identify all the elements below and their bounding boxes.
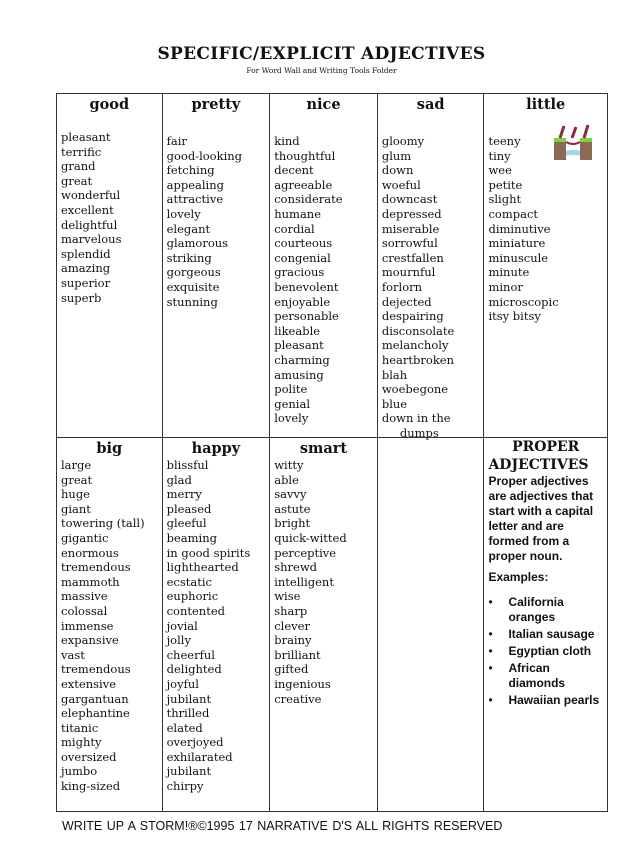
word-list: [61, 458, 162, 794]
word-item: pleased: [166, 501, 212, 516]
example-text: Egyptian cloth: [508, 644, 592, 658]
word-item: titanic: [61, 720, 99, 735]
word-item: mighty: [61, 735, 102, 750]
word-item: microscopic: [488, 294, 559, 309]
word-item: elated: [166, 720, 203, 735]
word-item: down in the: [381, 411, 451, 426]
column-header: little: [526, 96, 566, 113]
word-item: enormous: [61, 545, 119, 560]
word-item: good-looking: [166, 148, 243, 163]
word-item: intelligent: [274, 574, 334, 589]
word-item: woebegone: [381, 382, 449, 397]
word-item: splendid: [61, 246, 111, 261]
word-item: expansive: [61, 633, 119, 648]
word-item: cheerful: [166, 647, 215, 662]
example-text: Hawaiian pearls: [508, 693, 600, 707]
word-item: brainy: [274, 633, 312, 648]
word-item: thrilled: [166, 706, 210, 721]
example-item: [488, 627, 603, 642]
word-item: compact: [488, 206, 539, 221]
word-item: shrewd: [274, 560, 318, 575]
word-item: tiny: [488, 148, 511, 163]
footer: WRITE UP A STORM!®©1995 17 NARRATIVE D'S ALL RIGHTS RESERVED: [62, 819, 503, 833]
word-item: benevolent: [274, 279, 339, 294]
word-list: [167, 458, 270, 794]
page-title: SPECIFIC/EXPLICIT ADJECTIVES: [157, 44, 486, 64]
word-item: kind: [274, 134, 300, 148]
word-list: [274, 134, 377, 426]
word-item: courteous: [274, 236, 333, 251]
word-item: genial: [274, 396, 311, 411]
column-header: smart: [299, 440, 348, 457]
word-item: able: [274, 472, 299, 487]
word-item: tremendous: [61, 560, 131, 575]
word-item: agreeable: [274, 177, 333, 192]
bullet-icon: •: [488, 661, 493, 675]
word-item: extensive: [61, 676, 117, 691]
proper-adjectives-box: [484, 438, 607, 812]
word-item: sorrowful: [381, 236, 438, 251]
word-item: savvy: [274, 487, 307, 502]
bullet-icon: •: [488, 627, 493, 641]
bridge-illustration-icon: [550, 124, 596, 164]
word-item: towering (tall): [61, 516, 145, 531]
column-pretty: [163, 94, 271, 437]
word-item: clever: [274, 618, 310, 633]
word-item: gargantuan: [61, 691, 129, 706]
word-item: glum: [381, 148, 412, 163]
example-item: [488, 595, 603, 625]
word-item: exquisite: [166, 279, 220, 294]
word-item: lighthearted: [166, 560, 239, 575]
column-nice: [270, 94, 378, 437]
word-item: in good spirits: [166, 545, 251, 560]
word-item: blissful: [166, 458, 209, 472]
column-good: [57, 94, 163, 437]
page-subtitle: For Word Wall and Writing Tools Folder: [246, 66, 397, 75]
word-item: cordial: [274, 221, 315, 236]
word-item: downcast: [381, 192, 438, 207]
word-item: itsy bitsy: [488, 309, 541, 324]
word-item: decent: [274, 163, 314, 178]
column-header: happy: [191, 440, 241, 457]
column-smart: [270, 438, 378, 812]
word-item: gloomy: [381, 134, 425, 148]
word-list: [61, 130, 162, 305]
word-item: great: [61, 173, 93, 188]
word-item: fetching: [166, 163, 215, 178]
column-header: big: [96, 440, 123, 457]
bullet-icon: •: [488, 595, 493, 609]
word-item: likeable: [274, 323, 321, 338]
word-item: dejected: [381, 294, 432, 309]
word-item: delightful: [61, 217, 118, 232]
bullet-icon: •: [488, 644, 493, 658]
word-item: lovely: [166, 206, 201, 221]
word-item: minuscule: [488, 250, 549, 265]
word-item: overjoyed: [166, 735, 224, 750]
word-item: exhilarated: [166, 749, 233, 764]
word-item: mammoth: [61, 574, 120, 589]
word-item: perceptive: [274, 545, 337, 560]
word-item: woeful: [381, 177, 421, 192]
word-item: brilliant: [274, 647, 321, 662]
example-item: [488, 693, 603, 708]
column-header: good: [89, 96, 130, 113]
word-item: sharp: [274, 603, 308, 618]
word-item: miniature: [488, 236, 546, 251]
word-item: king-sized: [61, 779, 121, 794]
word-item: amazing: [61, 261, 111, 276]
word-item: gleeful: [166, 516, 207, 531]
word-item: creative: [274, 691, 322, 706]
word-item: jubilant: [166, 691, 212, 706]
word-item: jumbo: [61, 764, 98, 779]
examples-label: Examples:: [488, 570, 549, 584]
word-item: joyful: [166, 676, 199, 691]
example-item: [488, 661, 603, 691]
word-item: lovely: [274, 411, 309, 426]
word-item: attractive: [166, 192, 224, 207]
word-item: jovial: [166, 618, 198, 633]
word-item: pleasant: [274, 338, 324, 353]
word-item: witty: [274, 458, 304, 472]
proper-title: ADJECTIVES: [488, 457, 589, 473]
proper-title: PROPER: [512, 439, 580, 455]
word-item: bright: [274, 516, 311, 531]
word-item: personable: [274, 309, 339, 324]
word-item: astute: [274, 501, 311, 516]
word-list: [382, 134, 484, 440]
bullet-icon: •: [488, 693, 493, 707]
word-item: marvelous: [61, 232, 122, 247]
word-item: wise: [274, 589, 301, 604]
word-item: despairing: [381, 309, 444, 324]
word-item: diminutive: [488, 221, 551, 236]
column-happy: [163, 438, 271, 812]
word-item: terrific: [61, 144, 102, 159]
word-item: mournful: [381, 265, 436, 280]
word-item: gracious: [274, 265, 325, 280]
column-empty: [378, 438, 485, 812]
word-item: glamorous: [166, 236, 229, 251]
word-item: delighted: [166, 662, 222, 677]
word-item: fair: [166, 134, 187, 148]
word-item: melancholy: [381, 338, 449, 353]
word-list: [274, 458, 377, 706]
word-item: charming: [274, 352, 330, 367]
word-item: wonderful: [61, 188, 121, 203]
column-big: [57, 438, 163, 812]
word-item: dumps: [399, 425, 439, 440]
proper-description: Proper adjectives are adjectives that start with a capital letter and are formed from a proper noun.: [488, 474, 594, 563]
word-item: superior: [61, 275, 111, 290]
word-item: stunning: [166, 294, 218, 309]
word-item: humane: [274, 206, 322, 221]
word-item: congenial: [274, 250, 331, 265]
table-row: [57, 94, 607, 438]
table-row: [57, 438, 607, 812]
example-item: [488, 644, 603, 659]
word-item: striking: [166, 250, 212, 265]
column-little: [484, 94, 607, 437]
word-item: thoughtful: [274, 148, 336, 163]
word-item: pleasant: [61, 130, 111, 144]
word-item: gifted: [274, 662, 309, 677]
word-item: petite: [488, 177, 523, 192]
word-item: gigantic: [61, 530, 109, 545]
column-sad: [378, 94, 485, 440]
word-item: polite: [274, 382, 308, 397]
word-item: forlorn: [381, 279, 423, 294]
example-text: African diamonds: [508, 661, 566, 690]
word-item: massive: [61, 589, 108, 604]
column-header: nice: [306, 96, 341, 113]
word-item: minor: [488, 279, 523, 294]
word-item: heartbroken: [381, 352, 454, 367]
example-text: Italian sausage: [508, 627, 595, 641]
example-text: California oranges: [508, 595, 564, 624]
word-item: ecstatic: [166, 574, 212, 589]
word-item: slight: [488, 192, 522, 207]
word-item: tremendous: [61, 662, 131, 677]
word-item: considerate: [274, 192, 343, 207]
word-item: gorgeous: [166, 265, 221, 280]
word-item: superb: [61, 290, 102, 305]
word-item: teeny: [488, 134, 521, 148]
word-item: oversized: [61, 749, 117, 764]
word-item: elephantine: [61, 706, 130, 721]
word-item: beaming: [166, 530, 217, 545]
word-item: appealing: [166, 177, 224, 192]
word-item: vast: [61, 647, 85, 662]
word-item: great: [61, 472, 93, 487]
word-item: glad: [166, 472, 192, 487]
adjectives-table: [56, 93, 608, 812]
column-header: pretty: [191, 96, 241, 113]
word-item: euphoric: [166, 589, 219, 604]
word-list: [167, 134, 270, 309]
word-item: crestfallen: [381, 250, 444, 265]
word-item: merry: [166, 487, 202, 502]
word-item: amusing: [274, 367, 324, 382]
word-item: down: [381, 163, 414, 178]
word-item: disconsolate: [381, 323, 455, 338]
column-header: sad: [416, 96, 445, 113]
word-item: huge: [61, 487, 90, 502]
word-item: jubilant: [166, 764, 212, 779]
word-item: blue: [381, 396, 408, 411]
word-item: contented: [166, 603, 226, 618]
word-item: immense: [61, 618, 114, 633]
word-item: jolly: [166, 633, 191, 648]
word-item: enjoyable: [274, 294, 331, 309]
word-item: chirpy: [166, 779, 204, 794]
word-item: giant: [61, 501, 91, 516]
word-item: depressed: [381, 206, 442, 221]
word-item: elegant: [166, 221, 211, 236]
word-item: large: [61, 458, 92, 472]
word-item: wee: [488, 163, 512, 178]
word-item: miserable: [381, 221, 440, 236]
word-item: excellent: [61, 202, 114, 217]
word-item: colossal: [61, 603, 108, 618]
word-item: ingenious: [274, 676, 331, 691]
word-item: quick-witted: [274, 530, 347, 545]
word-item: blah: [381, 367, 408, 382]
word-item: minute: [488, 265, 530, 280]
word-item: grand: [61, 159, 96, 174]
